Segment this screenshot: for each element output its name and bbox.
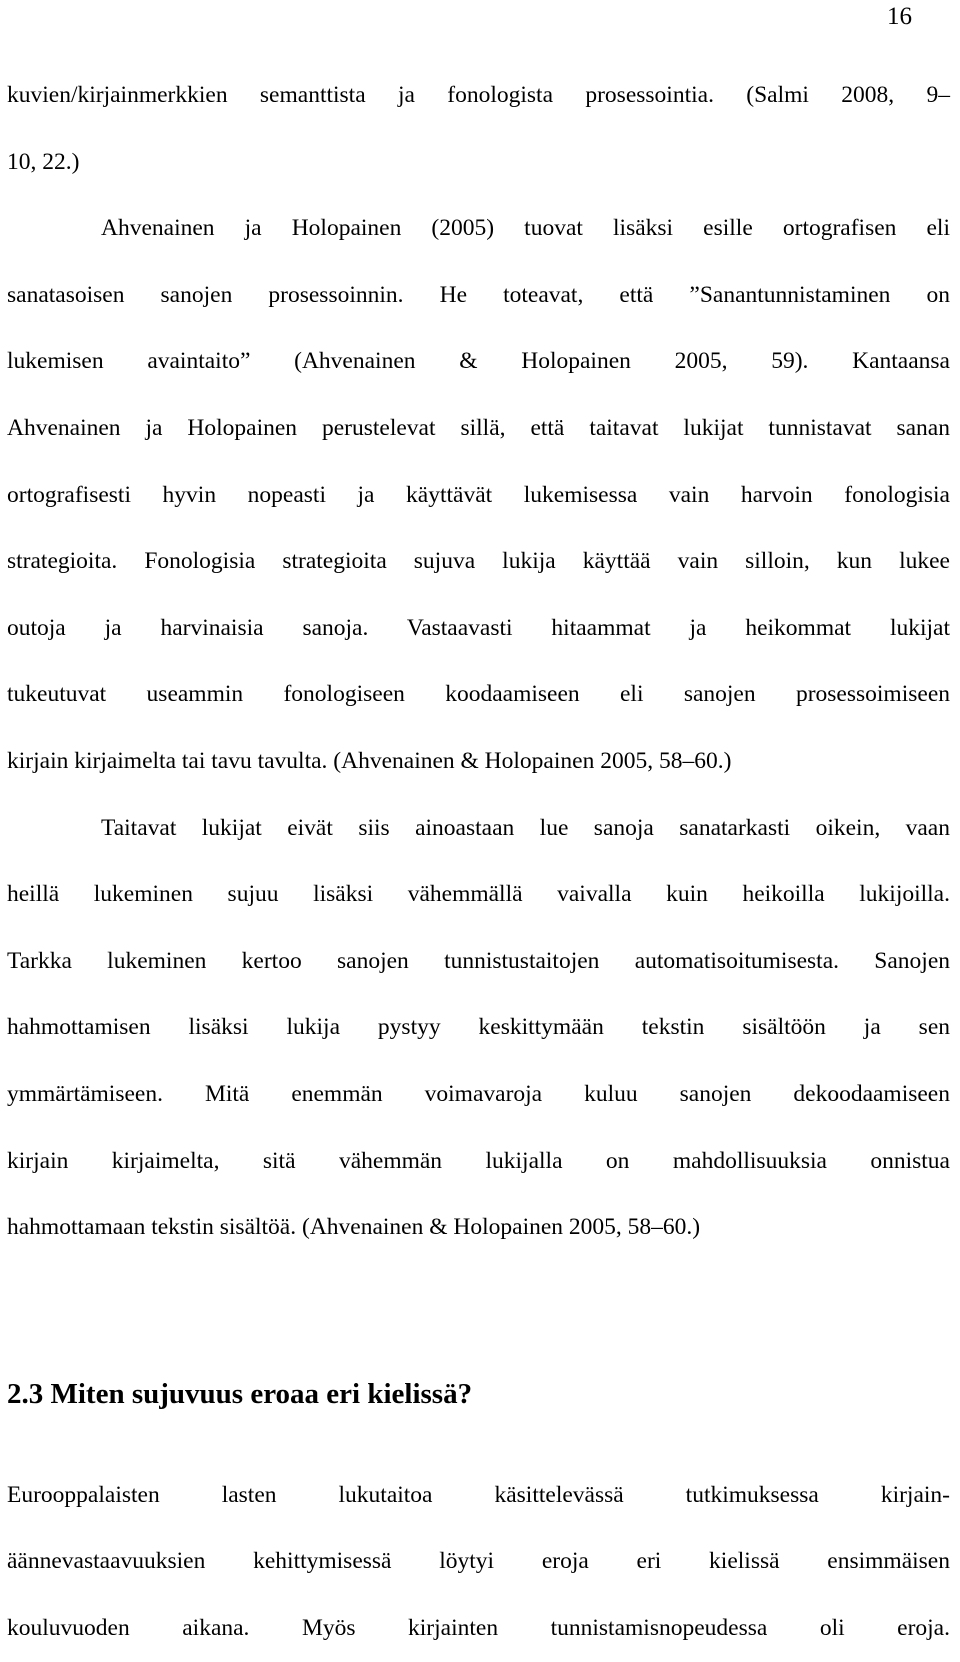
- text-line: ymmärtämiseen. Mitä enemmän voimavaroja kuluu sanojen dekoodaamiseen: [7, 1080, 950, 1107]
- text-line: heillä lukeminen sujuu lisäksi vähemmällä vaivalla kuin heikoilla lukijoilla.: [7, 881, 950, 908]
- paragraph-1: [7, 62, 950, 195]
- paragraph-2: [7, 195, 950, 794]
- section-heading: 2.3 Miten sujuvuus eroaa eri kielissä?: [7, 1377, 473, 1410]
- text-line: outoja ja harvinaisia sanoja. Vastaavasti hitaammat ja heikommat lukijat: [7, 614, 950, 641]
- paragraph-3: [7, 795, 950, 1261]
- text-line: Taitavat lukijat eivät siis ainoastaan lue sanoja sanatarkasti oikein, vaan: [101, 814, 950, 841]
- text-line: ortografisesti hyvin nopeasti ja käyttävät lukemisessa vain harvoin fonologisia: [7, 481, 950, 508]
- spacer: [7, 1261, 950, 1361]
- text-line: äännevastaavuuksien kehittymisessä löytyi eroja eri kielissä ensimmäisen: [7, 1548, 950, 1575]
- text-line: tukeutuvat useammin fonologiseen koodaamiseen eli sanojen prosessoimiseen: [7, 681, 950, 708]
- text-line: kuvien/kirjainmerkkien semanttista ja fonologista prosessointia. (Salmi 2008, 9–: [7, 82, 950, 108]
- spacer: [7, 1427, 950, 1462]
- text-line: hahmottamisen lisäksi lukija pystyy keskittymään tekstin sisältöön ja sen: [7, 1014, 950, 1041]
- text-line: 10, 22.): [7, 148, 80, 175]
- text-line: kirjain kirjaimelta, sitä vähemmän lukijalla on mahdollisuuksia onnistua: [7, 1147, 950, 1174]
- text-line: sanatasoisen sanojen prosessoinnin. He toteavat, että ”Sanantunnistaminen on: [7, 281, 950, 308]
- text-line: Tarkka lukeminen kertoo sanojen tunnistustaitojen automatisoitumisesta. Sanojen: [7, 947, 950, 974]
- text-line: lukemisen avaintaito” (Ahvenainen & Holopainen 2005, 59). Kantaansa: [7, 348, 950, 375]
- document-body: [7, 62, 950, 1661]
- text-line: kirjain kirjaimelta tai tavu tavulta. (Ahvenainen & Holopainen 2005, 58–60.): [7, 747, 732, 774]
- text-line: Ahvenainen ja Holopainen (2005) tuovat lisäksi esille ortografisen eli: [101, 215, 950, 242]
- text-line: Eurooppalaisten lasten lukutaitoa käsittelevässä tutkimuksessa kirjain-: [7, 1481, 950, 1508]
- text-line: kouluvuoden aikana. Myös kirjainten tunnistamisnopeudessa oli eroja.: [7, 1614, 950, 1641]
- paragraph-4: [7, 1462, 950, 1662]
- text-line: strategioita. Fonologisia strategioita sujuva lukija käyttää vain silloin, kun lukee: [7, 548, 950, 575]
- page-number: 16: [887, 3, 912, 30]
- text-line: Ahvenainen ja Holopainen perustelevat sillä, että taitavat lukijat tunnistavat sanan: [7, 414, 950, 441]
- text-line: hahmottamaan tekstin sisältöä. (Ahvenainen & Holopainen 2005, 58–60.): [7, 1214, 701, 1241]
